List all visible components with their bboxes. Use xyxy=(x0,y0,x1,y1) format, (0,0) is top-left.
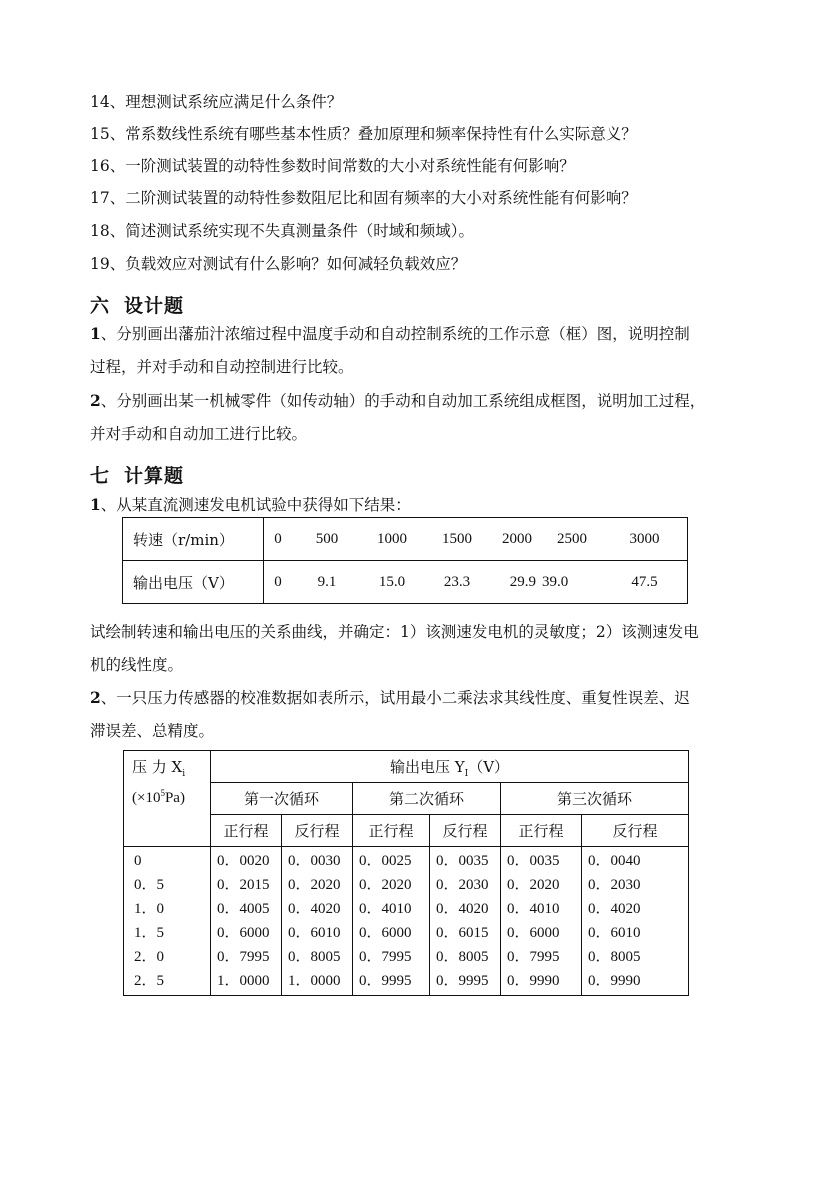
voltage-value: 0．2020 xyxy=(507,877,560,893)
voltage-value: 0．0020 xyxy=(217,853,270,869)
calibration-table xyxy=(123,750,689,996)
design-question-1-text: 、分别画出藩茄汁浓缩过程中温度手动和自动控制系统的工作示意（框）图，说明控制 xyxy=(100,325,690,343)
calc-question-2-text: 、一只压力传感器的校准数据如表所示，试用最小二乘法求其线性度、重复性误差、迟 xyxy=(100,689,690,707)
voltage-value: 0．0040 xyxy=(588,853,641,869)
cycle-1-header: 第一次循环 xyxy=(211,783,353,815)
voltage-value: 0．7995 xyxy=(359,949,412,965)
voltage-value: 0．9990 xyxy=(588,973,641,989)
table-cell: 39.0 xyxy=(542,561,602,604)
pressure-values xyxy=(124,847,211,996)
table-cell: 2500 xyxy=(542,518,602,561)
section-6-title: 设计题 xyxy=(124,295,185,317)
voltage-value: 0．2020 xyxy=(288,877,341,893)
voltage-value: 0．0035 xyxy=(507,853,560,869)
cycle-1-forward-values xyxy=(211,847,282,996)
voltage-value: 0．2030 xyxy=(436,877,489,893)
design-question-1-line-1 xyxy=(90,324,690,344)
calc-question-1-followup-line-1: 试绘制转速和输出电压的关系曲线，并确定：1）该测速发电机的灵敏度；2）该测速发电 xyxy=(90,623,699,641)
voltage-value: 0．4020 xyxy=(588,901,641,917)
section-6-number: 六 xyxy=(90,295,111,317)
voltage-value: 0．4020 xyxy=(436,901,489,917)
output-voltage-header: 输出电压 $Y_I(V)$ xyxy=(211,751,689,783)
cycle-2-forward-values xyxy=(353,847,430,996)
voltage-value: 0．4010 xyxy=(507,901,560,917)
voltage-value: 0．2015 xyxy=(217,877,270,893)
pressure-value: 0．5 xyxy=(134,877,165,893)
voltage-value: 0．6000 xyxy=(507,925,560,941)
pressure-value: 1．0 xyxy=(134,901,165,917)
voltage-value: 0．2020 xyxy=(359,877,412,893)
voltage-value: 0．6000 xyxy=(359,925,412,941)
design-question-2-line-2: 并对手动和自动加工进行比较。 xyxy=(90,425,308,443)
question-15: 15、常系数线性系统有哪些基本性质？叠加原理和频率保持性有什么实际意义？ xyxy=(90,125,637,143)
table-cell: 3000 xyxy=(602,518,688,561)
voltage-value: 0．8005 xyxy=(288,949,341,965)
voltage-value: 0．9995 xyxy=(436,973,489,989)
stroke-header: 正行程 xyxy=(501,815,582,847)
voltage-value: 0．7995 xyxy=(217,949,270,965)
cycle-2-reverse-values xyxy=(430,847,501,996)
voltage-value: 0．6010 xyxy=(588,925,641,941)
voltage-value: 0．6000 xyxy=(217,925,270,941)
design-question-1-number: 1 xyxy=(90,324,101,343)
voltage-value: 0．2030 xyxy=(588,877,641,893)
calc-question-2-number: 2 xyxy=(90,688,101,707)
voltage-value: 0．0035 xyxy=(436,853,489,869)
table-cell: 9.1 xyxy=(292,561,362,604)
cycle-2-header: 第二次循环 xyxy=(353,783,501,815)
voltage-value: 0．9995 xyxy=(359,973,412,989)
voltage-value: 0．7995 xyxy=(507,949,560,965)
section-7-title: 计算题 xyxy=(124,465,185,487)
speed-label: 转速（r/min） xyxy=(123,518,264,561)
voltage-value: 0．4020 xyxy=(288,901,341,917)
table-row-speed xyxy=(123,518,688,561)
table-cell: 1000 xyxy=(362,518,422,561)
voltage-value: 0．0025 xyxy=(359,853,412,869)
stroke-header: 正行程 xyxy=(353,815,430,847)
table-cell: 0 xyxy=(264,518,293,561)
pressure-value: 1．5 xyxy=(134,925,165,941)
cycle-3-header: 第三次循环 xyxy=(501,783,689,815)
table-cell: 1500 xyxy=(422,518,492,561)
design-question-1-line-2: 过程，并对手动和自动控制进行比较。 xyxy=(90,358,354,376)
calc-question-1-text: 、从某直流测速发电机试验中获得如下结果： xyxy=(100,496,411,514)
cycle-1-reverse-values xyxy=(282,847,353,996)
design-question-2-number: 2 xyxy=(90,391,101,410)
calc-question-1-number: 1 xyxy=(90,495,101,514)
table-cell: 2000 xyxy=(492,518,542,561)
voltage-value: 0．8005 xyxy=(436,949,489,965)
table-header-row xyxy=(124,783,689,815)
table-data-row xyxy=(124,847,689,996)
stroke-header: 反行程 xyxy=(430,815,501,847)
pressure-value: 0 xyxy=(134,853,142,869)
table-cell: 47.5 xyxy=(602,561,688,604)
voltage-value: 1．0000 xyxy=(217,973,270,989)
generator-test-table xyxy=(122,517,688,604)
voltage-value: 0．0030 xyxy=(288,853,341,869)
stroke-header: 正行程 xyxy=(211,815,282,847)
pressure-unit-header: $(\times 10^5Pa)$ xyxy=(124,783,211,815)
voltage-label: 输出电压（V） xyxy=(123,561,264,604)
section-7-number: 七 xyxy=(90,465,111,487)
cycle-3-forward-values xyxy=(501,847,582,996)
voltage-value: 0．4010 xyxy=(359,901,412,917)
table-cell: 0 xyxy=(264,561,293,604)
table-cell: 23.3 xyxy=(422,561,492,604)
design-question-2-text: 、分别画出某一机械零件（如传动轴）的手动和自动加工系统组成框图，说明加工过程， xyxy=(100,392,706,410)
stroke-header: 反行程 xyxy=(582,815,689,847)
table-header-row xyxy=(124,815,689,847)
voltage-value: 1．0000 xyxy=(288,973,341,989)
calc-question-1-followup-line-2: 机的线性度。 xyxy=(90,656,184,674)
stroke-header: 反行程 xyxy=(282,815,353,847)
voltage-value: 0．4005 xyxy=(217,901,270,917)
pressure-header: 压 力 $X_i$ xyxy=(124,751,211,783)
voltage-value: 0．9990 xyxy=(507,973,560,989)
question-14: 14、理想测试系统应满足什么条件？ xyxy=(90,93,343,111)
empty-cell xyxy=(124,815,211,847)
section-6-heading xyxy=(90,291,184,318)
voltage-value: 0．8005 xyxy=(588,949,641,965)
calc-question-2-line-1 xyxy=(90,688,690,708)
cycle-3-reverse-values xyxy=(582,847,689,996)
question-19: 19、负载效应对测试有什么影响？如何减轻负载效应？ xyxy=(90,255,467,273)
table-header-row xyxy=(124,751,689,783)
calc-question-1-line xyxy=(90,495,411,515)
table-cell: 29.9 xyxy=(492,561,542,604)
table-cell: 500 xyxy=(292,518,362,561)
pressure-value: 2．0 xyxy=(134,949,165,965)
table-row-voltage xyxy=(123,561,688,604)
section-7-heading xyxy=(90,461,184,488)
voltage-value: 0．6010 xyxy=(288,925,341,941)
question-16: 16、一阶测试装置的动特性参数时间常数的大小对系统性能有何影响？ xyxy=(90,157,575,175)
question-17: 17、二阶测试装置的动特性参数阻尼比和固有频率的大小对系统性能有何影响？ xyxy=(90,189,637,207)
table-cell: 15.0 xyxy=(362,561,422,604)
design-question-2-line-1 xyxy=(90,391,705,411)
pressure-value: 2．5 xyxy=(134,973,165,989)
voltage-value: 0．6015 xyxy=(436,925,489,941)
calc-question-2-line-2: 滞误差、总精度。 xyxy=(90,722,215,740)
question-18: 18、简述测试系统实现不失真测量条件（时域和频域）。 xyxy=(90,222,474,240)
